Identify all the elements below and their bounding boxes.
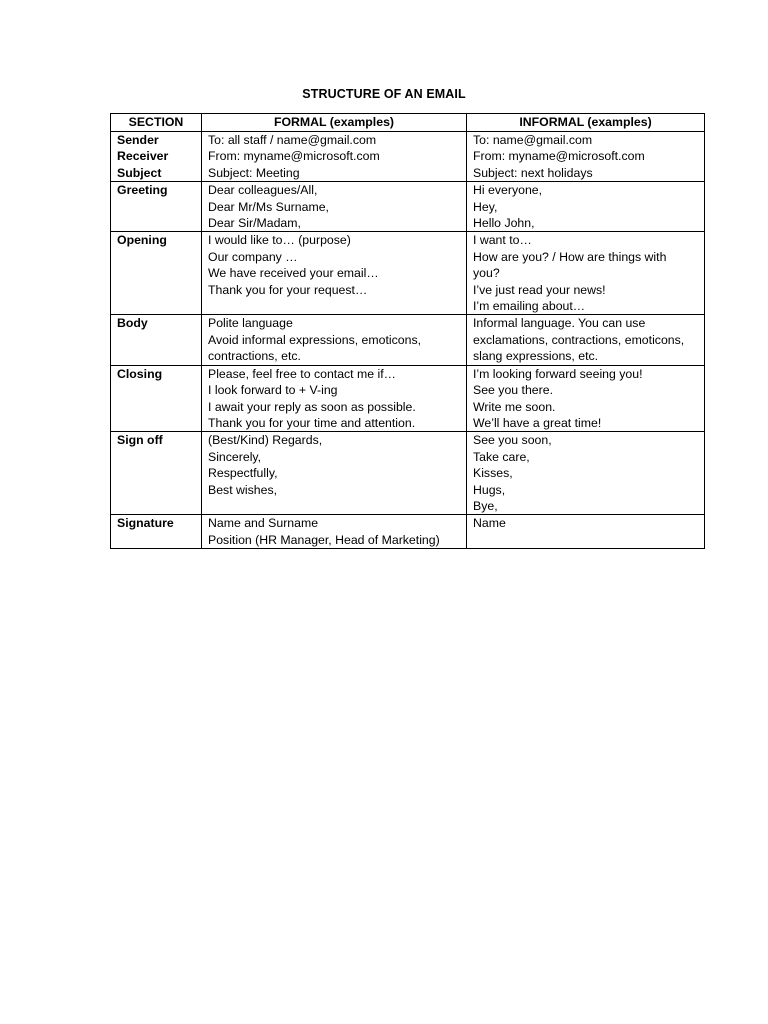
- section-label: Subject: [117, 165, 162, 180]
- informal-example: Write me soon.: [473, 399, 556, 414]
- informal-cell: [467, 232, 705, 315]
- table-row: [111, 132, 705, 182]
- informal-example: Hugs,: [473, 482, 506, 497]
- formal-cell: [202, 132, 467, 182]
- informal-example: How are you? / How are things with: [473, 249, 667, 264]
- informal-example: Bye,: [473, 498, 498, 513]
- formal-example: Position (HR Manager, Head of Marketing): [208, 532, 440, 547]
- formal-example: Thank you for your request…: [208, 282, 368, 297]
- section-cell: [111, 132, 202, 182]
- informal-example: I want to…: [473, 233, 532, 248]
- informal-example: I’m looking forward seeing you!: [473, 366, 643, 381]
- formal-example: Thank you for your time and attention.: [208, 415, 416, 430]
- formal-cell: [202, 365, 467, 432]
- formal-example: We have received your email…: [208, 266, 379, 281]
- formal-cell: [202, 315, 467, 365]
- informal-example: To: name@gmail.com: [473, 133, 593, 147]
- table-row: [111, 515, 705, 549]
- section-label: Signature: [117, 516, 174, 531]
- formal-example: Polite language: [208, 316, 293, 331]
- section-cell: [111, 365, 202, 432]
- table-row: [111, 315, 705, 365]
- informal-example: We’ll have a great time!: [473, 415, 602, 430]
- email-structure-table: [110, 113, 705, 549]
- formal-cell: [202, 182, 467, 232]
- table-row: [111, 232, 705, 315]
- formal-example: Subject: Meeting: [208, 165, 300, 180]
- formal-example: (Best/Kind) Regards,: [208, 433, 323, 448]
- informal-example: Hi everyone,: [473, 183, 543, 198]
- section-cell: [111, 315, 202, 365]
- informal-example: exclamations, contractions, emoticons,: [473, 332, 685, 347]
- page-title: STRUCTURE OF AN EMAIL: [302, 87, 466, 101]
- section-column-header: SECTION: [111, 114, 202, 132]
- informal-example: Hello John,: [473, 216, 535, 231]
- informal-cell: [467, 365, 705, 432]
- informal-cell: [467, 132, 705, 182]
- formal-example: Dear Sir/Madam,: [208, 216, 301, 231]
- formal-cell: [202, 232, 467, 315]
- formal-example: Please, feel free to contact me if…: [208, 366, 396, 381]
- table-row: [111, 365, 705, 432]
- informal-column-header: INFORMAL (examples): [467, 114, 705, 132]
- informal-cell: [467, 432, 705, 515]
- formal-cell: [202, 432, 467, 515]
- informal-example: I’m emailing about…: [473, 299, 586, 314]
- section-cell: [111, 182, 202, 232]
- formal-column-header: FORMAL (examples): [202, 114, 467, 132]
- section-label: Closing: [117, 366, 163, 381]
- informal-cell: [467, 182, 705, 232]
- formal-example: Name and Surname: [208, 516, 319, 531]
- formal-example: To: all staff / name@gmail.com: [208, 133, 377, 147]
- informal-example: Informal language. You can use: [473, 316, 646, 331]
- formal-example: Our company …: [208, 249, 298, 264]
- informal-cell: [467, 515, 705, 549]
- section-label: Sign off: [117, 433, 163, 448]
- table-row: [111, 432, 705, 515]
- section-label: Sender: [117, 133, 159, 147]
- informal-example: Kisses,: [473, 466, 513, 481]
- formal-example: Dear Mr/Ms Surname,: [208, 199, 329, 214]
- informal-example: From: myname@microsoft.com: [473, 149, 645, 164]
- informal-example: See you there.: [473, 383, 553, 398]
- formal-example: Respectfully,: [208, 466, 278, 481]
- section-cell: [111, 232, 202, 315]
- formal-example: I look forward to + V-ing: [208, 383, 338, 398]
- formal-example: Dear colleagues/All,: [208, 183, 318, 198]
- formal-example: Sincerely,: [208, 449, 262, 464]
- formal-cell: [202, 515, 467, 549]
- informal-cell: [467, 315, 705, 365]
- section-cell: [111, 515, 202, 549]
- informal-example: Name: [473, 516, 506, 531]
- section-label: Receiver: [117, 149, 169, 164]
- informal-example: Take care,: [473, 449, 530, 464]
- informal-example: Hey,: [473, 199, 498, 214]
- formal-example: Avoid informal expressions, emoticons,: [208, 332, 422, 347]
- formal-example: I would like to… (purpose): [208, 233, 351, 248]
- informal-example: you?: [473, 266, 500, 281]
- section-label: Greeting: [117, 183, 168, 198]
- formal-example: Best wishes,: [208, 482, 278, 497]
- formal-example: contractions, etc.: [208, 349, 301, 364]
- informal-example: slang expressions, etc.: [473, 349, 599, 364]
- section-cell: [111, 432, 202, 515]
- table-row: [111, 182, 705, 232]
- informal-example: Subject: next holidays: [473, 165, 593, 180]
- informal-example: See you soon,: [473, 433, 552, 448]
- section-label: Body: [117, 316, 148, 331]
- formal-example: I await your reply as soon as possible.: [208, 399, 416, 414]
- section-label: Opening: [117, 233, 167, 248]
- table-header-row: [111, 114, 705, 132]
- informal-example: I’ve just read your news!: [473, 282, 606, 297]
- formal-example: From: myname@microsoft.com: [208, 149, 380, 164]
